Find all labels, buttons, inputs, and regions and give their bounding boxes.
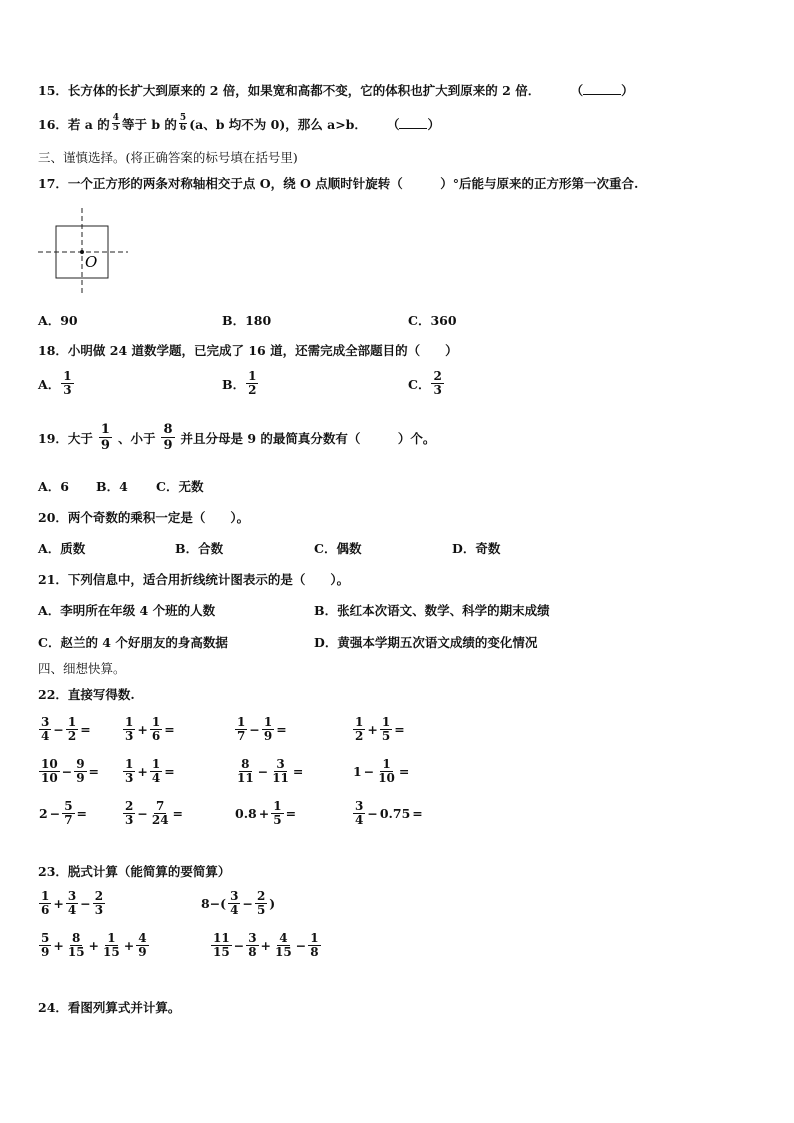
- q22-expression: [352, 758, 410, 785]
- q21-option-a[interactable]: A．李明所在年级 4 个班的人数: [38, 603, 216, 618]
- denominator: 4: [41, 729, 50, 743]
- equals-sign: =: [398, 764, 410, 779]
- numerator: 9: [76, 757, 85, 771]
- fraction: [123, 758, 135, 785]
- q22-expression: [122, 758, 176, 785]
- fraction: [376, 758, 397, 785]
- equals-sign: =: [276, 722, 287, 737]
- fraction: [270, 758, 291, 785]
- q22-expression: [352, 800, 424, 827]
- fraction: [353, 800, 365, 827]
- decimal-number: 0.75: [379, 806, 411, 821]
- expression-suffix: ): [269, 896, 276, 911]
- numerator: 5: [41, 931, 50, 945]
- q19-option-c[interactable]: C．无数: [156, 479, 204, 494]
- operator: +: [88, 938, 100, 953]
- q17-option-b[interactable]: B．180: [222, 313, 272, 328]
- denominator: 7: [64, 813, 73, 827]
- equals-sign: =: [164, 764, 175, 779]
- question-16: [38, 114, 440, 133]
- denominator: 11: [272, 771, 289, 785]
- fraction: [74, 758, 86, 785]
- equals-sign: =: [394, 722, 405, 737]
- question-19: 19．大于 1 9 、小于 8 9 并且分母是 9 的最简真分数有（ ）个。: [38, 422, 436, 453]
- numerator: 7: [156, 799, 165, 813]
- q18-option-b[interactable]: B． 1 2: [222, 369, 257, 397]
- denominator: 3: [94, 903, 104, 917]
- numerator: 1: [273, 799, 282, 813]
- denominator: 10: [41, 771, 58, 785]
- operator: +: [53, 896, 64, 911]
- q20-option-c[interactable]: C．偶数: [314, 541, 362, 556]
- question-18: 18．小明做 24 道数学题，已完成了 16 道，还需完成全部题目的（ ）: [38, 343, 458, 358]
- fraction: [136, 932, 148, 959]
- fraction: [228, 890, 240, 917]
- denominator: 8: [248, 945, 257, 959]
- fraction: [150, 758, 162, 785]
- denominator: 5: [273, 813, 282, 827]
- q17-option-c[interactable]: C．360: [408, 313, 457, 328]
- denominator: 15: [103, 945, 120, 959]
- equals-sign: =: [172, 806, 184, 821]
- fraction: [39, 890, 51, 917]
- numerator: 1: [355, 715, 364, 729]
- operator: −: [80, 896, 91, 911]
- q16-pre: 16．若 a 的: [38, 116, 110, 132]
- q15-text: 15．长方体的长扩大到原来的 2 倍，如果宽和高都不变，它的体积也扩大到原来的 2 倍．: [38, 83, 541, 98]
- q16-fraction-2: 5 6: [179, 113, 187, 133]
- operator: −: [257, 764, 269, 779]
- numerator: 11: [213, 931, 230, 945]
- numerator: 8: [72, 931, 81, 945]
- operator: −: [242, 896, 253, 911]
- numerator: 3: [230, 889, 239, 903]
- q18-option-a[interactable]: A． 1 3: [38, 369, 72, 397]
- numerator: 3: [67, 889, 77, 903]
- point-o-label: O: [85, 253, 98, 271]
- q18-option-c[interactable]: C． 2 3: [408, 369, 442, 397]
- denominator: 15: [67, 945, 85, 959]
- numerator: 4: [279, 931, 288, 945]
- q22-expression: [38, 716, 92, 743]
- numerator: 1: [263, 715, 273, 729]
- denominator: 4: [151, 771, 161, 785]
- fraction: [62, 800, 74, 827]
- numerator: 1: [151, 715, 161, 729]
- q20-option-d[interactable]: D．奇数: [452, 541, 501, 556]
- fraction: [255, 890, 267, 917]
- q16-post: (a、b 均不为 0)，那么 a>b．: [189, 116, 367, 132]
- denominator: 5: [381, 729, 391, 743]
- fraction: [150, 800, 171, 827]
- q16-answer-paren: （ ）: [386, 116, 440, 132]
- q22-expression: [38, 758, 100, 785]
- q19-option-a[interactable]: A．6: [38, 479, 69, 494]
- q17-square-figure: [36, 206, 132, 298]
- q23-expression: [210, 932, 322, 959]
- denominator: 2: [67, 729, 77, 743]
- equals-sign: =: [80, 722, 91, 737]
- fraction: [123, 716, 135, 743]
- q16-mid: 等于 b 的: [121, 116, 177, 132]
- operator: +: [123, 938, 135, 953]
- numerator: 3: [355, 799, 364, 813]
- denominator: 3: [125, 729, 134, 743]
- numerator: 1: [310, 931, 319, 945]
- fraction: [246, 932, 258, 959]
- fraction: [150, 716, 162, 743]
- operator: −: [249, 722, 260, 737]
- q21-option-c[interactable]: C．赵兰的 4 个好朋友的身高数据: [38, 635, 228, 650]
- operator: +: [53, 938, 64, 953]
- fraction: [66, 932, 87, 959]
- numerator: 3: [41, 715, 50, 729]
- denominator: 10: [378, 771, 395, 785]
- denominator: 6: [151, 729, 161, 743]
- numerator: 1: [125, 757, 134, 771]
- numerator: 3: [276, 757, 285, 771]
- q20-option-a[interactable]: A．质数: [38, 541, 86, 556]
- numerator: 3: [248, 931, 257, 945]
- operator: −: [137, 806, 148, 821]
- fraction: [93, 890, 105, 917]
- operator: −: [53, 722, 64, 737]
- denominator: 15: [213, 945, 230, 959]
- q21-option-b[interactable]: B．张红本次语文、数学、科学的期末成绩: [314, 603, 550, 618]
- operator: −: [367, 806, 378, 821]
- q19-option-b[interactable]: B．4: [96, 479, 128, 494]
- denominator: 15: [275, 945, 292, 959]
- numerator: 1: [382, 757, 391, 771]
- denominator: 4: [230, 903, 239, 917]
- whole-number: 1: [353, 764, 362, 779]
- fraction: [66, 890, 78, 917]
- denominator: 3: [125, 771, 134, 785]
- numerator: 4: [138, 931, 147, 945]
- q22-expression: [38, 800, 88, 827]
- numerator: 2: [125, 799, 134, 813]
- denominator: 24: [151, 813, 169, 827]
- fraction: [262, 716, 274, 743]
- operator: −: [61, 764, 73, 779]
- denominator: 5: [256, 903, 266, 917]
- question-20: 20．两个奇数的乘积一定是（ ）。: [38, 510, 250, 525]
- operator: +: [258, 806, 270, 821]
- question-24: 24．看图列算式并计算。: [38, 1000, 181, 1015]
- denominator: 4: [355, 813, 364, 827]
- numerator: 1: [151, 757, 161, 771]
- numerator: 1: [41, 889, 50, 903]
- fraction: [101, 932, 122, 959]
- numerator: 1: [107, 931, 116, 945]
- q22-expression: [234, 716, 288, 743]
- question-22: 22．直接写得数.: [38, 687, 135, 702]
- operator: −: [363, 764, 375, 779]
- operator: −: [49, 806, 61, 821]
- section-4-heading: 四、细想快算。: [38, 661, 126, 676]
- q21-option-d[interactable]: D．黄强本学期五次语文成绩的变化情况: [314, 635, 538, 650]
- numerator: 1: [67, 715, 77, 729]
- question-15: [38, 83, 634, 99]
- question-17: 17．一个正方形的两条对称轴相交于点 O，绕 O 点顺时针旋转（ ）°后能与原来的正方形第一次重合.: [38, 176, 639, 191]
- q22-expression: [122, 716, 176, 743]
- numerator: 2: [256, 889, 266, 903]
- numerator: 10: [41, 757, 58, 771]
- fraction: [211, 932, 232, 959]
- fraction: [39, 716, 51, 743]
- denominator: 8: [310, 945, 319, 959]
- denominator: 6: [41, 903, 50, 917]
- question-21: 21．下列信息中，适合用折线统计图表示的是（ ）。: [38, 572, 350, 587]
- fraction: [273, 932, 294, 959]
- question-23: 23．脱式计算（能简算的要简算）: [38, 864, 231, 879]
- operator: +: [137, 722, 148, 737]
- equals-sign: =: [76, 806, 88, 821]
- q22-expression: [234, 758, 304, 785]
- q20-option-b[interactable]: B．合数: [175, 541, 224, 556]
- denominator: 9: [76, 771, 85, 785]
- equals-sign: =: [164, 722, 175, 737]
- denominator: 4: [67, 903, 77, 917]
- fraction: [353, 716, 365, 743]
- numerator: 1: [381, 715, 391, 729]
- expression-prefix: 8−(: [201, 896, 227, 911]
- denominator: 7: [237, 729, 246, 743]
- fraction: [39, 758, 60, 785]
- q22-expression: [122, 800, 184, 827]
- whole-number: 0.8: [235, 806, 257, 821]
- numerator: 5: [64, 799, 73, 813]
- operator: +: [260, 938, 272, 953]
- section-3-heading: 三、谨慎选择。(将正确答案的标号填在括号里): [38, 150, 298, 165]
- equals-sign: =: [285, 806, 297, 821]
- fraction: [271, 800, 283, 827]
- denominator: 9: [138, 945, 147, 959]
- equals-sign: =: [412, 806, 423, 821]
- fraction: [235, 716, 247, 743]
- denominator: 11: [237, 771, 254, 785]
- q19-fraction-2: 8 9: [163, 422, 173, 453]
- fraction: [235, 758, 256, 785]
- q23-expression: [38, 890, 106, 917]
- q22-expression: [234, 800, 297, 827]
- equals-sign: =: [292, 764, 304, 779]
- denominator: 9: [41, 945, 50, 959]
- center-point: [80, 250, 84, 254]
- operator: +: [367, 722, 378, 737]
- q17-option-a[interactable]: A．90: [38, 313, 78, 328]
- denominator: 3: [125, 813, 134, 827]
- numerator: 1: [125, 715, 134, 729]
- numerator: 2: [94, 889, 104, 903]
- q23-expression: [200, 890, 276, 917]
- denominator: 2: [355, 729, 364, 743]
- fraction: [66, 716, 78, 743]
- fraction: [39, 932, 51, 959]
- equals-sign: =: [88, 764, 100, 779]
- operator: +: [137, 764, 148, 779]
- fraction: [308, 932, 320, 959]
- operator: −: [233, 938, 245, 953]
- q16-fraction-1: 4 5: [112, 113, 119, 133]
- q15-answer-paren: （ ）: [570, 83, 634, 98]
- fraction: [123, 800, 135, 827]
- denominator: 9: [263, 729, 273, 743]
- whole-number: 2: [39, 806, 48, 821]
- numerator: 1: [237, 715, 246, 729]
- fraction: [380, 716, 392, 743]
- q22-expression: [352, 716, 406, 743]
- operator: −: [295, 938, 307, 953]
- q19-fraction-1: 1 9: [100, 422, 110, 453]
- q23-expression: [38, 932, 150, 959]
- numerator: 8: [241, 757, 250, 771]
